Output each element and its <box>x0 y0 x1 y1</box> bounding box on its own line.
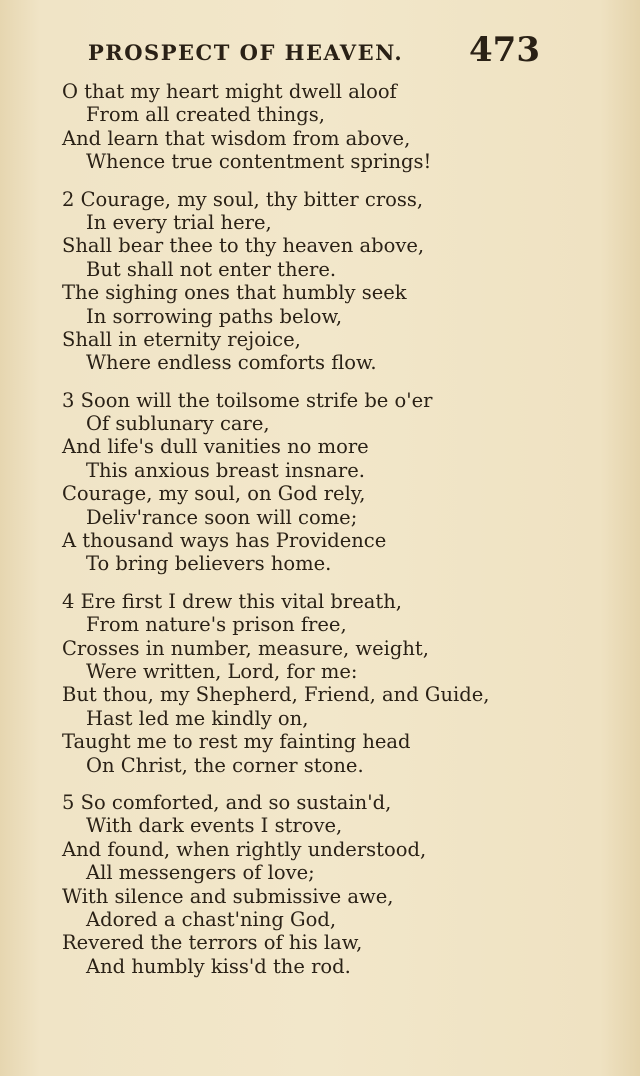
verse-line: But shall not enter there. <box>86 257 337 281</box>
page-header <box>88 30 548 74</box>
verse-line: And life's dull vanities no more <box>62 435 369 459</box>
verse-line: Deliv'rance soon will come; <box>86 505 358 529</box>
verse-line: From all created things, <box>86 103 325 127</box>
stanza-3 <box>62 389 582 576</box>
verse-line: With dark events I strove, <box>86 814 343 838</box>
verse-line: 4 Ere first I drew this vital breath, <box>62 589 402 613</box>
verse-line: Adored a chast'ning God, <box>86 907 337 931</box>
verse-line: Hast led me kindly on, <box>86 706 309 730</box>
verse-line: The sighing ones that humbly seek <box>62 281 407 305</box>
hymn-text <box>62 80 582 992</box>
verse-line: O that my heart might dwell aloof <box>62 80 397 103</box>
stanza-4 <box>62 590 582 777</box>
verse-line: 3 Soon will the toilsome strife be o'er <box>62 388 433 412</box>
verse-line: Whence true contentment springs! <box>86 150 432 174</box>
verse-line: From nature's prison free, <box>86 613 347 637</box>
verse-line: Revered the terrors of his law, <box>62 931 363 955</box>
verse-line: Courage, my soul, on God rely, <box>62 482 366 506</box>
verse-line: On Christ, the corner stone. <box>86 753 364 777</box>
verse-line: With silence and submissive awe, <box>62 884 394 908</box>
stanza-1 <box>62 80 582 174</box>
verse-line: This anxious breast insnare. <box>86 458 365 482</box>
verse-line: In every trial here, <box>86 210 272 234</box>
verse-line: In sorrowing paths below, <box>86 304 343 328</box>
verse-line: All messengers of love; <box>86 861 315 885</box>
verse-line: And humbly kiss'd the rod. <box>86 954 351 978</box>
verse-line: Where endless comforts flow. <box>86 351 377 375</box>
verse-line: Taught me to rest my fainting head <box>62 730 411 754</box>
verse-line: Crosses in number, measure, weight, <box>62 636 429 660</box>
stanza-2 <box>62 188 582 375</box>
verse-line: A thousand ways has Providence <box>62 529 387 553</box>
running-title: PROSPECT OF HEAVEN. <box>88 40 404 65</box>
verse-line: Shall in eternity rejoice, <box>62 327 301 351</box>
page-number: 473 <box>469 30 540 70</box>
verse-line: And learn that wisdom from above, <box>62 126 411 150</box>
stanza-5 <box>62 791 582 978</box>
verse-line: But thou, my Shepherd, Friend, and Guide, <box>62 683 490 707</box>
verse-line: 5 So comforted, and so sustain'd, <box>62 790 392 814</box>
verse-line: To bring believers home. <box>86 552 332 576</box>
verse-line: Of sublunary care, <box>86 412 270 436</box>
verse-line: Were written, Lord, for me: <box>86 659 358 683</box>
verse-line: 2 Courage, my soul, thy bitter cross, <box>62 187 424 211</box>
verse-line: And found, when rightly understood, <box>62 837 427 861</box>
verse-line: Shall bear thee to thy heaven above, <box>62 234 425 258</box>
